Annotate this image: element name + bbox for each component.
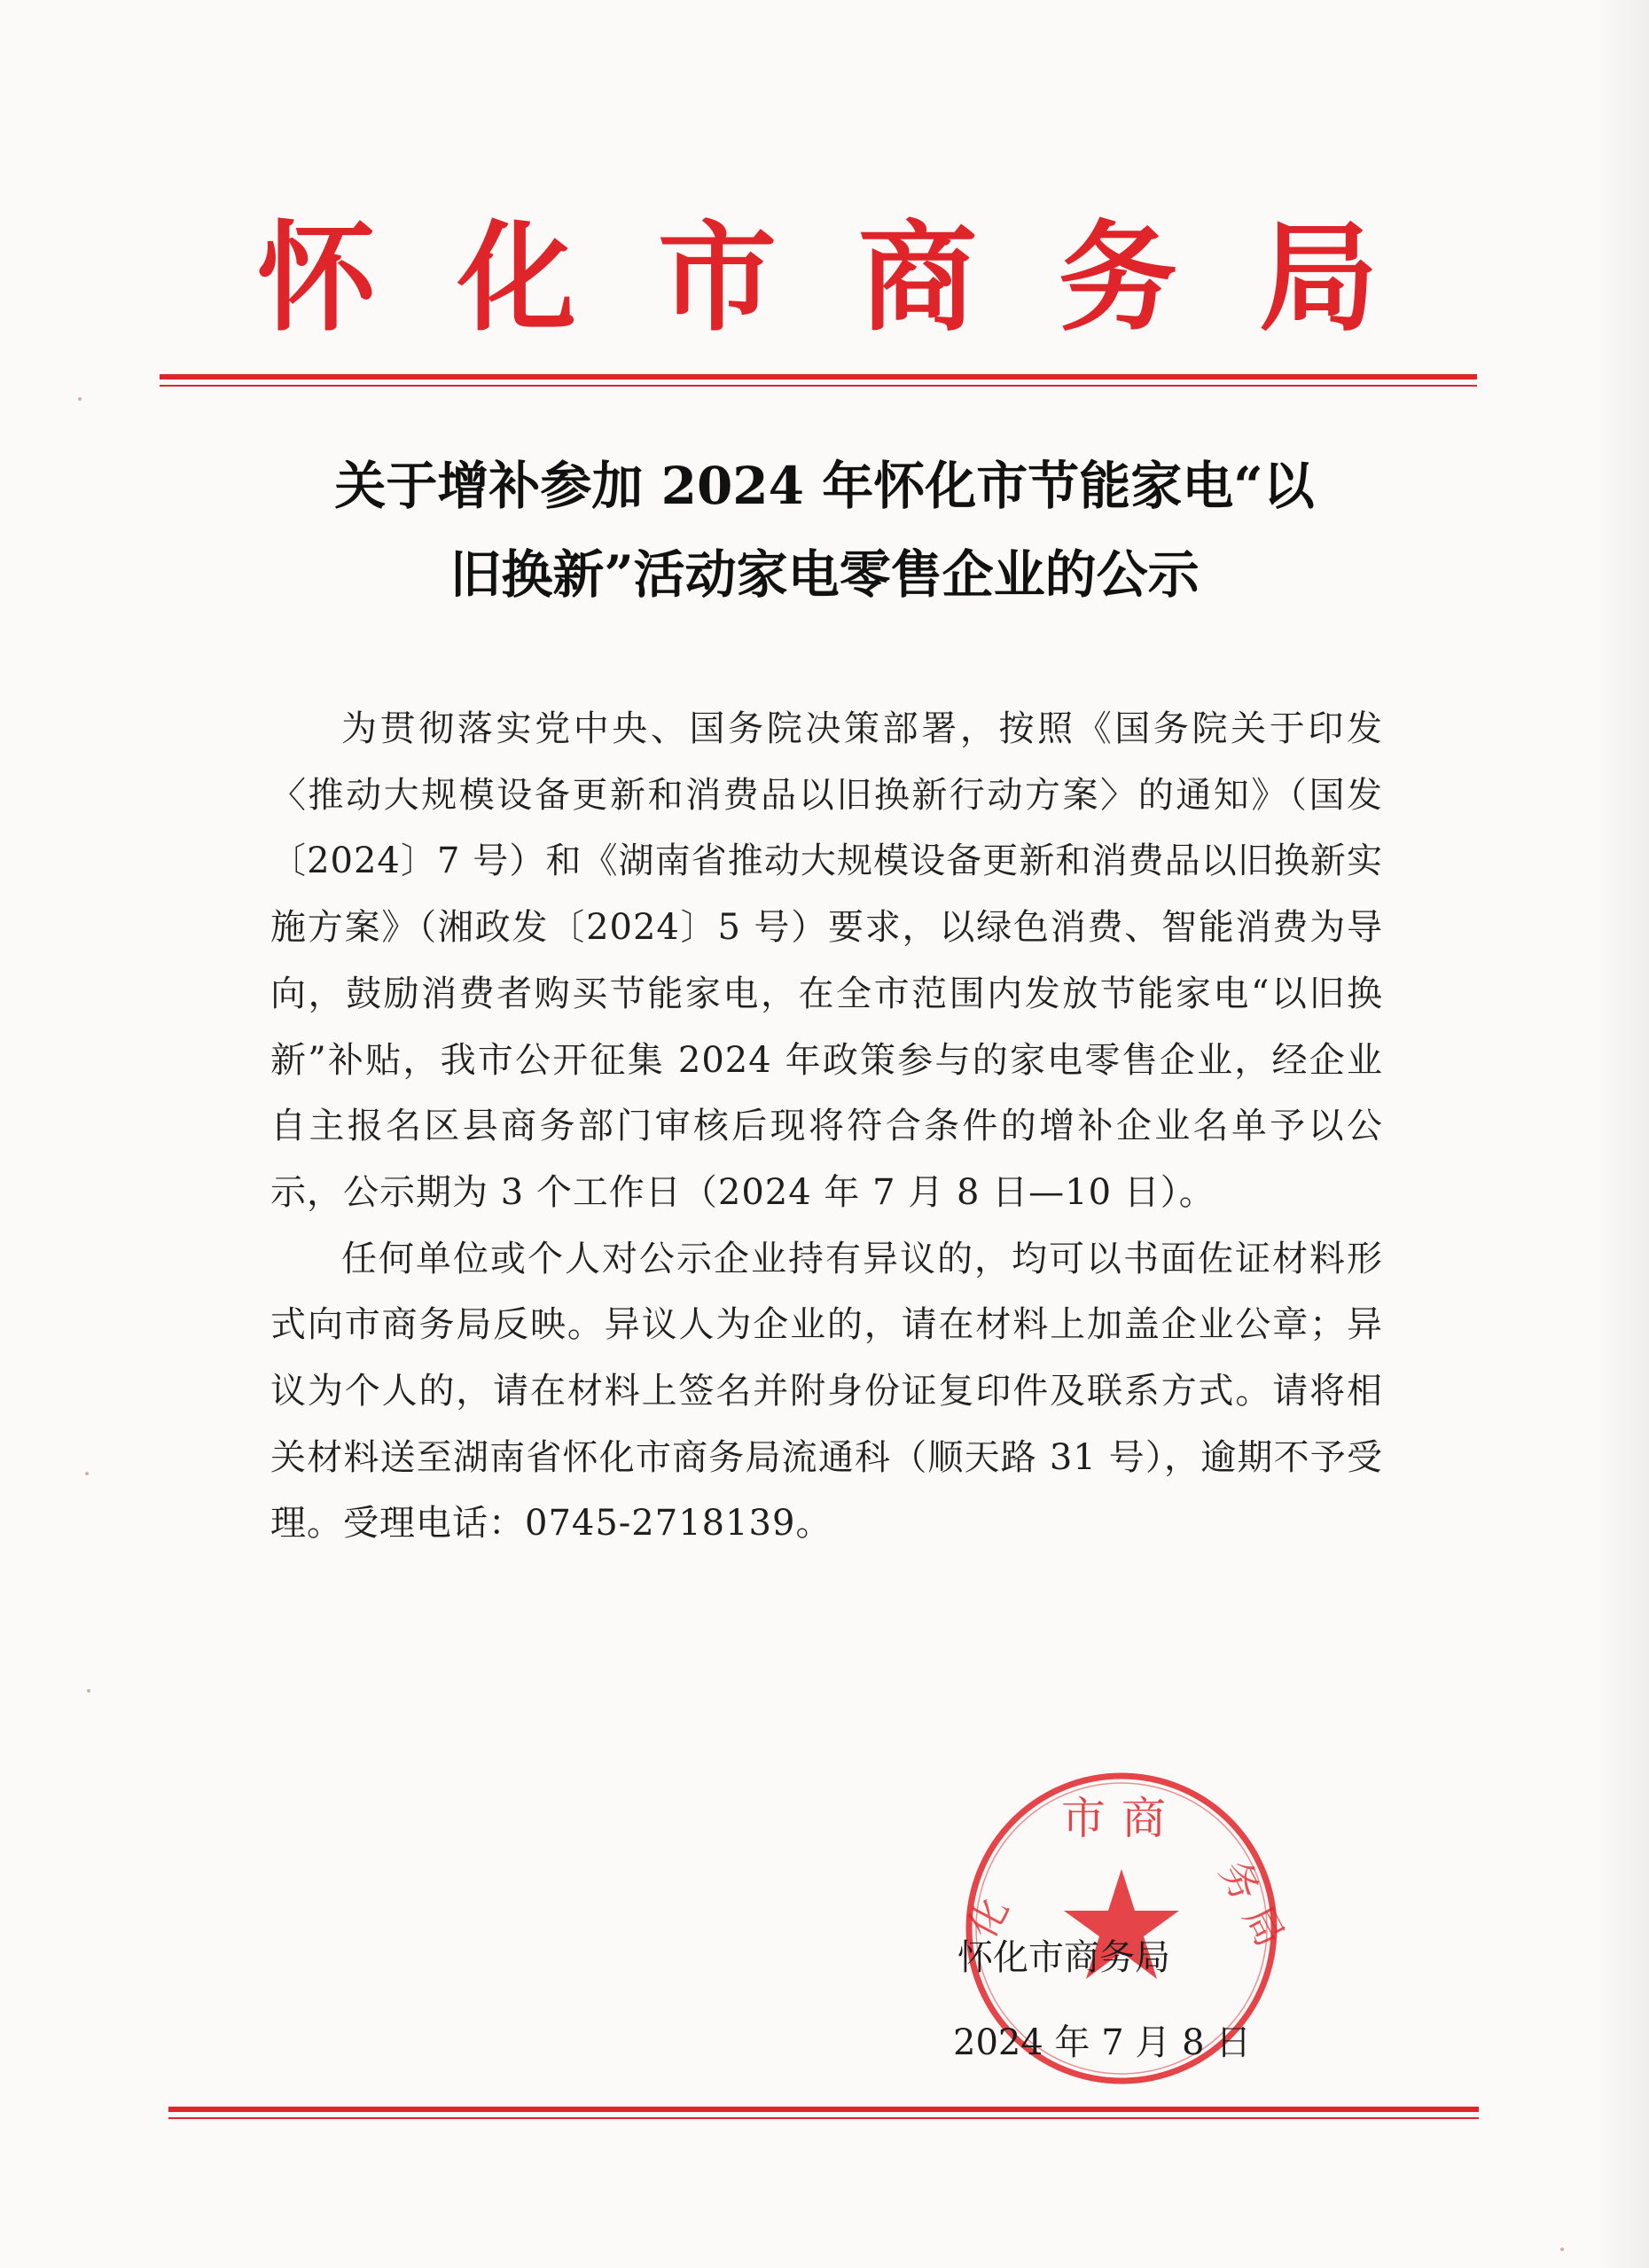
seal-text-top: 市商 [1061, 1793, 1182, 1844]
body-paragraph-1: 为贯彻落实党中央、国务院决策部署，按照《国务院关于印发〈推动大规模设备更新和消费品以旧换新行动方案〉的通知》（国发〔2024〕7 号）和《湖南省推动大规模设备更新和消费品以旧换新实施方案》（湘政发〔2024〕5 号）要求，以绿色消费、智能消费为导向，鼓励消费者购买节能家电，在全市范围内发放节能家电“以旧换新”补贴，我市公开征集 2024 年政策参与的家电零售企业，经企业自主报名区县商务部门审核后现将符合条件的增补企业名单予以公示，公示期为 3 个工作日（2024 年 7 月 8 日—10 日）。 [270, 708, 1383, 1213]
document-title-line-1: 关于增补参加 2024 年怀化市节能家电“以 [334, 456, 1315, 516]
issuer-header: 怀化市商务局 [257, 207, 1460, 348]
footer-rule-thin [168, 2117, 1479, 2119]
document-body [270, 696, 1383, 1557]
document-title [239, 442, 1410, 619]
header-rule-thick [160, 374, 1477, 379]
signature-date: 2024 年 7 月 8 日 [953, 2022, 1252, 2063]
body-paragraph-2: 任何单位或个人对公示企业持有异议的，均可以书面佐证材料形式向市商务局反映。异议人为企业的，请在材料上加盖企业公章；异议为个人的，请在材料上签名并附身份证复印件及联系方式。请将相关材料送至湖南省怀化市商务局流通科（顺天路 31 号），逾期不予受理。受理电话：0745-2718139。 [270, 1238, 1383, 1545]
seal-text-right: 务局 [1210, 1853, 1299, 1966]
signature-block [953, 1915, 1325, 2085]
page-edge-shadow [1596, 0, 1649, 2268]
signature-organization: 怀化市商务局 [957, 1937, 1170, 1978]
scan-speck [78, 397, 82, 401]
scan-speck [85, 1472, 89, 1475]
scan-speck [87, 1689, 90, 1693]
header-rule-thin [160, 385, 1477, 387]
footer-rule-thick [168, 2107, 1479, 2112]
scan-speck [1560, 2248, 1564, 2251]
seal-text-left: 化 [959, 1889, 1019, 1946]
document-title-line-2: 旧换新”活动家电零售企业的公示 [449, 544, 1200, 605]
